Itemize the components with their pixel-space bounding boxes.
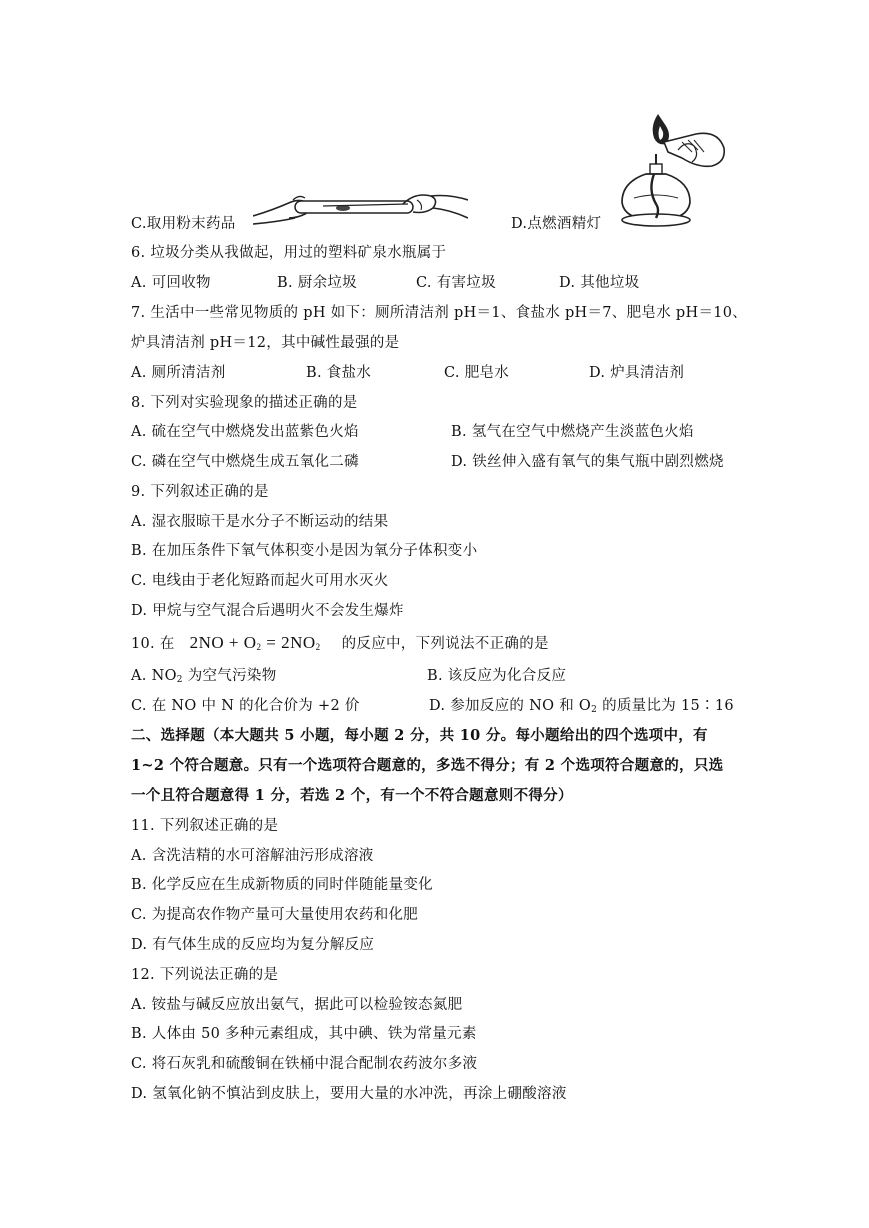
q6-stem: 6. 垃圾分类从我做起，用过的塑料矿泉水瓶属于 xyxy=(131,245,447,261)
q11-option-a: A. 含洗洁精的水可溶解油污形成溶液 xyxy=(131,848,374,864)
q6-option-d: D. 其他垃圾 xyxy=(559,275,640,291)
q10-option-c: C. 在 NO 中 N 的化合价为 +2 价 xyxy=(131,698,360,714)
q10-stem xyxy=(131,633,549,654)
q11-option-b: B. 化学反应在生成新物质的同时伴随能量变化 xyxy=(131,877,433,893)
powder-transfer-illustration xyxy=(253,184,468,232)
q10-prefix: 10. 在 xyxy=(131,636,175,652)
q8-option-b: B. 氢气在空气中燃烧产生淡蓝色火焰 xyxy=(451,424,694,440)
q9-stem: 9. 下列叙述正确的是 xyxy=(131,484,269,500)
q8-option-d: D. 铁丝伸入盛有氧气的集气瓶中剧烈燃烧 xyxy=(451,454,724,470)
section2-heading-line2: 1~2 个符合题意。只有一个选项符合题意的，多选不得分；有 2 个选项符合题意的，只选 xyxy=(131,757,724,774)
q6-option-c: C. 有害垃圾 xyxy=(416,275,496,291)
q10-option-d: D. 参加反应的 NO 和 $O_2$ 的质量比为 15∶16 xyxy=(429,698,734,715)
q6-option-b: B. 厨余垃圾 xyxy=(277,275,357,291)
option-d-caption: D.点燃酒精灯 xyxy=(511,216,602,232)
q10-option-a: A. $NO_2$ 为空气污染物 xyxy=(131,668,277,685)
alcohol-lamp-illustration xyxy=(620,112,730,230)
q11-option-d: D. 有气体生成的反应均为复分解反应 xyxy=(131,937,375,953)
q11-option-c: C. 为提高农作物产量可大量使用农药和化肥 xyxy=(131,907,419,923)
q7-option-d: D. 炉具清洁剂 xyxy=(589,365,685,381)
section2-heading-line1: 二、选择题（本大题共 5 小题，每小题 2 分，共 10 分。每小题给出的四个选项中，有 xyxy=(131,727,708,744)
q6-option-a: A. 可回收物 xyxy=(131,275,211,291)
q9-option-a: A. 湿衣服晾干是水分子不断运动的结果 xyxy=(131,514,389,530)
q11-stem: 11. 下列叙述正确的是 xyxy=(131,818,279,834)
q7-option-a: A. 厕所清洁剂 xyxy=(131,365,226,381)
q12-option-c: C. 将石灰乳和硫酸铜在铁桶中混合配制农药波尔多液 xyxy=(131,1056,478,1072)
q12-option-b: B. 人体由 50 多种元素组成，其中碘、铁为常量元素 xyxy=(131,1026,477,1042)
option-c-caption: C.取用粉末药品 xyxy=(131,216,236,232)
q10-equation: $2NO + O_2 = 2NO_2$ xyxy=(189,633,321,652)
section2-heading-line3: 一个且符合题意得 1 分，若选 2 个，有一个不符合题意则不得分） xyxy=(131,787,573,804)
q9-option-d: D. 甲烷与空气混合后遇明火不会发生爆炸 xyxy=(131,603,404,619)
q10-suffix: 的反应中，下列说法不正确的是 xyxy=(341,636,549,652)
q8-option-c: C. 磷在空气中燃烧生成五氧化二磷 xyxy=(131,454,359,470)
q7-option-c: C. 肥皂水 xyxy=(444,365,510,381)
q12-option-a: A. 铵盐与碱反应放出氨气，据此可以检验铵态氮肥 xyxy=(131,997,463,1013)
q9-option-c: C. 电线由于老化短路而起火可用水灭火 xyxy=(131,573,389,589)
q10-option-b: B. 该反应为化合反应 xyxy=(427,668,567,684)
q12-stem: 12. 下列说法正确的是 xyxy=(131,967,279,983)
q7-option-b: B. 食盐水 xyxy=(306,365,372,381)
q12-option-d: D. 氢氧化钠不慎沾到皮肤上，要用大量的水冲洗，再涂上硼酸溶液 xyxy=(131,1086,567,1102)
q9-option-b: B. 在加压条件下氧气体积变小是因为氧分子体积变小 xyxy=(131,543,478,559)
q7-stem-line2: 炉具清洁剂 pH＝12，其中碱性最强的是 xyxy=(131,335,400,351)
q8-option-a: A. 硫在空气中燃烧发出蓝紫色火焰 xyxy=(131,424,359,440)
q7-stem-line1: 7. 生活中一些常见物质的 pH 如下：厕所清洁剂 pH＝1、食盐水 pH＝7、肥皂水 pH＝10、 xyxy=(131,305,748,321)
q8-stem: 8. 下列对实验现象的描述正确的是 xyxy=(131,395,358,411)
